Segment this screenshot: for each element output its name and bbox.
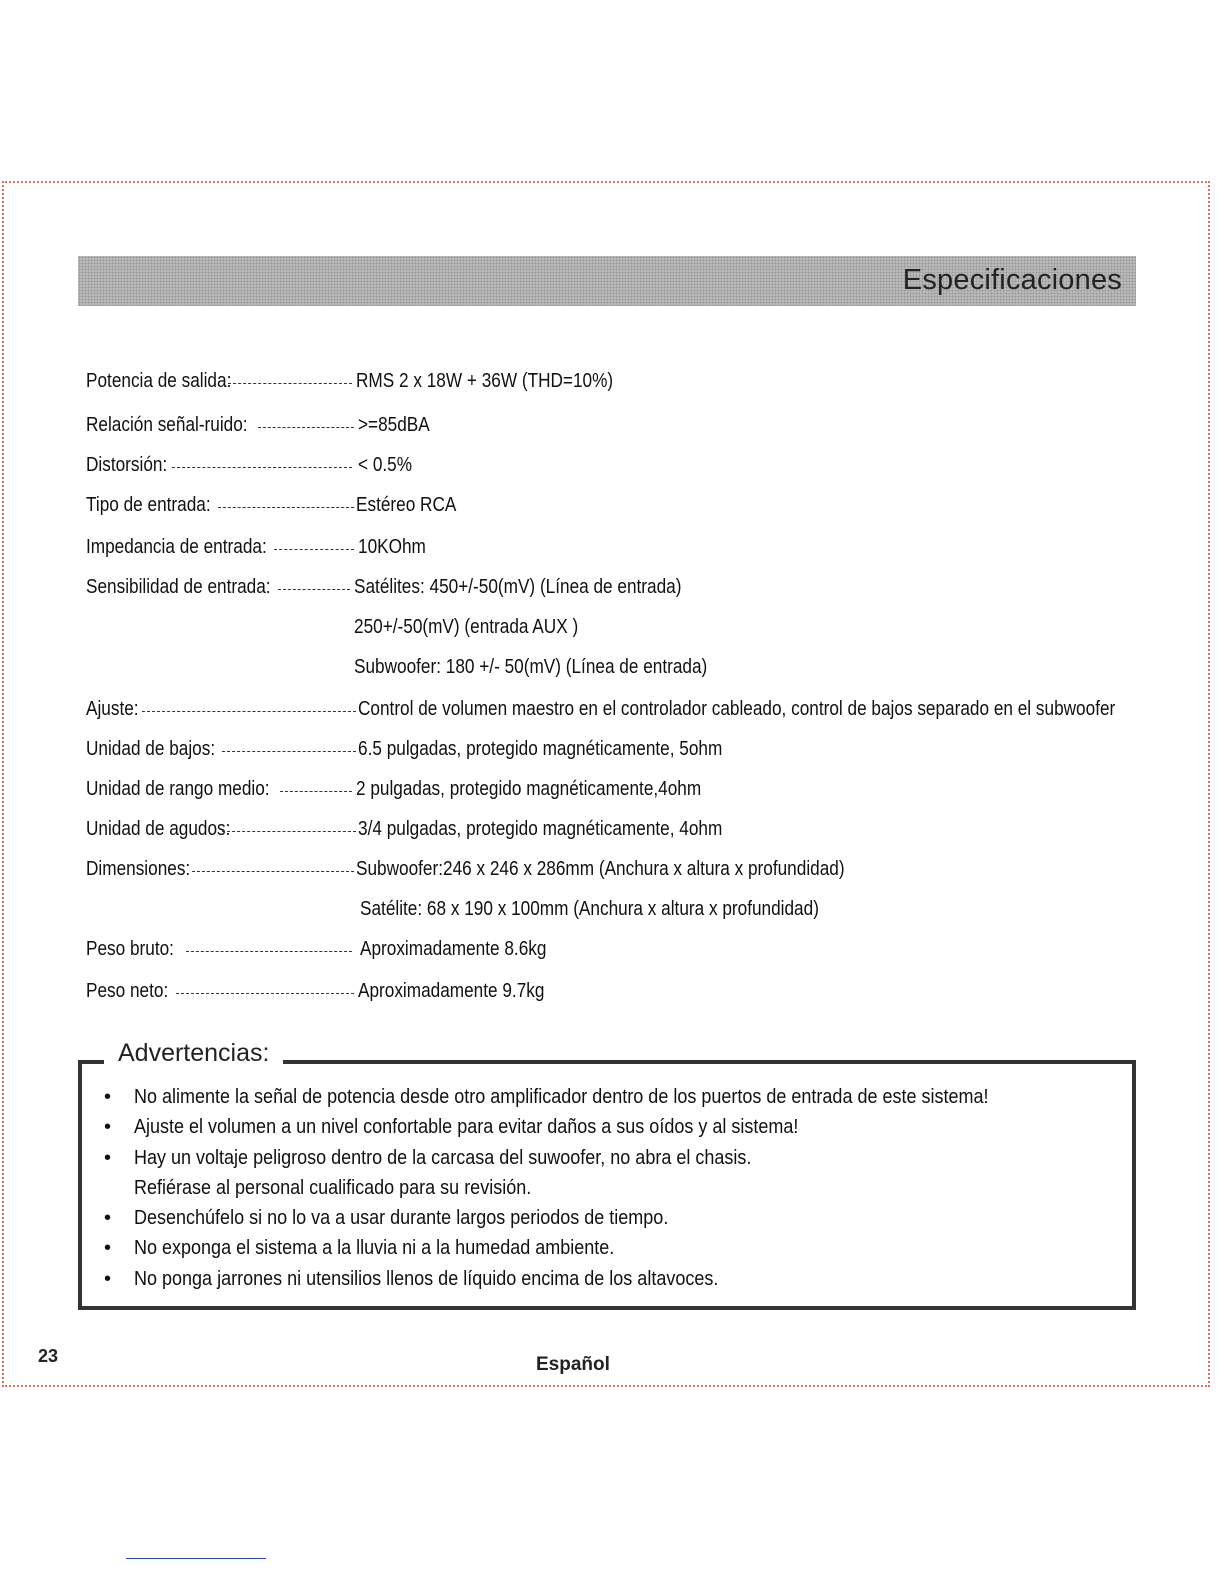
warning-item	[104, 1143, 1083, 1173]
dash-leader	[192, 871, 354, 872]
dash-leader	[278, 589, 350, 590]
spec-label: Relación señal-ruido:	[86, 414, 248, 436]
section-title: Especificaciones	[902, 264, 1122, 296]
spec-value: Control de volumen maestro en el controlador cableado, control de bajos separado en el subwoofer	[358, 698, 1116, 720]
bullet-icon: •	[104, 1267, 112, 1290]
warning-item-continuation	[104, 1173, 1083, 1203]
bullet-icon: •	[104, 1237, 112, 1260]
warning-text: No alimente la señal de potencia desde otro amplificador dentro de los puertos de entrada de este sistema!	[134, 1086, 989, 1108]
warning-item	[104, 1112, 1083, 1142]
spec-label: Impedancia de entrada:	[86, 536, 267, 558]
spec-value: Satélite: 68 x 190 x 100mm (Anchura x altura x profundidad)	[360, 898, 819, 920]
spec-label: Ajuste:	[86, 698, 139, 720]
spec-label: Tipo de entrada:	[86, 494, 211, 516]
warning-text: Desenchúfelo si no lo va a usar durante largos periodos de tiempo.	[134, 1207, 669, 1230]
spec-value: 10KOhm	[358, 536, 426, 558]
spec-value: >=85dBA	[358, 414, 430, 436]
spec-value: < 0.5%	[358, 454, 413, 476]
warning-item	[104, 1233, 1083, 1263]
warning-text: No ponga jarrones ni utensilios llenos de líquido encima de los altavoces.	[134, 1267, 719, 1290]
dash-leader	[218, 507, 354, 508]
spec-value: 6.5 pulgadas, protegido magnéticamente, 5ohm	[358, 738, 723, 760]
warning-text: No exponga el sistema a la lluvia ni a la humedad ambiente.	[134, 1237, 615, 1260]
bullet-icon: •	[104, 1146, 112, 1169]
page-number: 23	[38, 1346, 59, 1366]
warning-text: Ajuste el volumen a un nivel confortable para evitar daños a sus oídos y al sistema!	[134, 1116, 799, 1139]
spec-label: Unidad de agudos:	[86, 818, 231, 840]
spec-value: 3/4 pulgadas, protegido magnéticamente, 4ohm	[358, 818, 723, 840]
warning-item	[104, 1203, 1083, 1233]
dash-leader	[186, 951, 352, 952]
dash-leader	[274, 549, 354, 550]
warnings-title: Advertencias:	[104, 1039, 283, 1068]
spec-label: Unidad de rango medio:	[86, 778, 270, 800]
spec-label: Dimensiones:	[86, 858, 191, 880]
warning-item	[104, 1264, 1083, 1294]
bullet-icon: •	[104, 1116, 112, 1139]
spec-value: 2 pulgadas, protegido magnéticamente,4ohm	[356, 778, 702, 800]
spec-label: Unidad de bajos:	[86, 738, 216, 760]
section-header-bar	[78, 256, 1136, 306]
spec-value: Aproximadamente 8.6kg	[360, 938, 547, 960]
bullet-icon: •	[104, 1207, 112, 1230]
footer-language: Español	[536, 1354, 610, 1375]
spec-value: 250+/-50(mV) (entrada AUX )	[354, 616, 579, 638]
dash-leader	[228, 383, 352, 384]
spec-label: Peso neto:	[86, 980, 169, 1002]
warning-text: Refiérase al personal cualificado para su revisión.	[134, 1176, 532, 1199]
spec-label: Potencia de salida:	[86, 370, 232, 392]
dash-leader	[142, 711, 356, 712]
spec-label: Peso bruto:	[86, 938, 174, 960]
spec-value: Estéreo RCA	[356, 494, 457, 516]
dash-leader	[172, 467, 352, 468]
spec-value: Subwoofer: 180 +/- 50(mV) (Línea de entrada)	[354, 656, 708, 678]
bottom-link-rule	[126, 1558, 266, 1559]
warning-text: Hay un voltaje peligroso dentro de la carcasa del suwoofer, no abra el chasis.	[134, 1146, 752, 1169]
warnings-list	[104, 1082, 1083, 1294]
spec-value: Subwoofer:246 x 246 x 286mm (Anchura x altura x profundidad)	[356, 858, 845, 880]
spec-value: RMS 2 x 18W + 36W (THD=10%)	[356, 370, 614, 392]
dash-leader	[222, 751, 356, 752]
bullet-icon: •	[104, 1086, 112, 1108]
spec-label: Sensibilidad de entrada:	[86, 576, 271, 598]
warning-item	[104, 1082, 1083, 1112]
dash-leader	[258, 427, 354, 428]
dash-leader	[176, 993, 354, 994]
spec-value: Satélites: 450+/-50(mV) (Línea de entrada)	[354, 576, 682, 598]
dash-leader	[222, 831, 356, 832]
dash-leader	[280, 791, 352, 792]
spec-label: Distorsión:	[86, 454, 168, 476]
spec-value: Aproximadamente 9.7kg	[358, 980, 545, 1002]
